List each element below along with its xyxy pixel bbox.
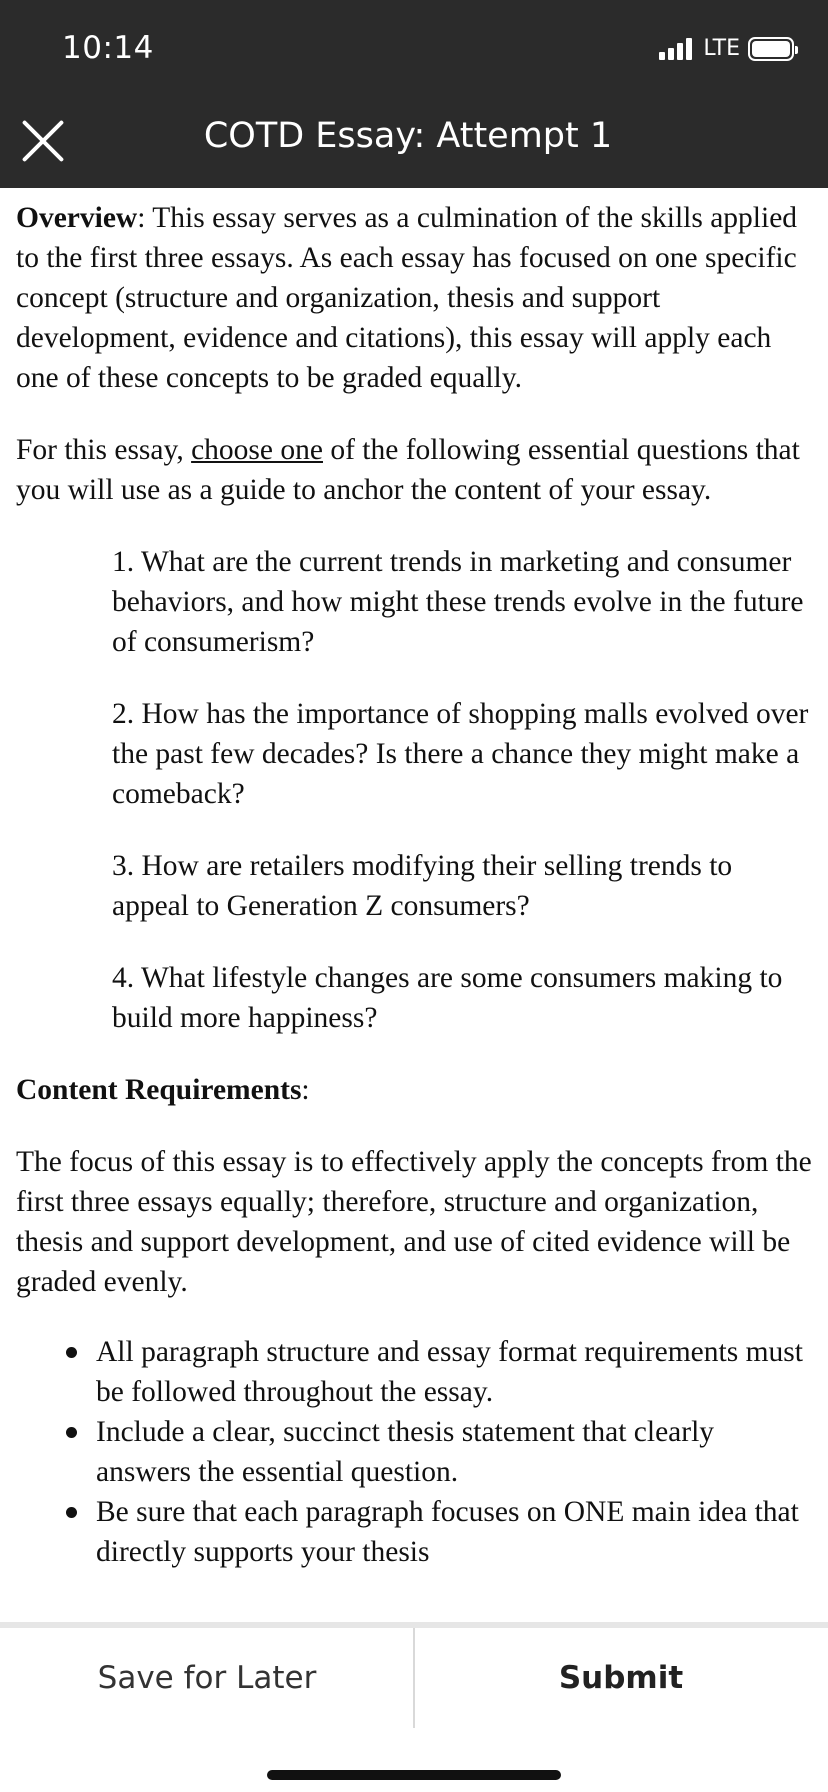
app-header — [0, 0, 828, 188]
save-for-later-button[interactable]: Save for Later — [0, 1628, 414, 1728]
submit-button[interactable]: Submit — [414, 1628, 828, 1728]
content-requirements-colon: : — [301, 1074, 310, 1106]
action-footer — [0, 1622, 828, 1792]
status-time: 10:14 — [62, 30, 154, 66]
footer-divider — [413, 1628, 415, 1728]
instruction-paragraph — [16, 430, 816, 510]
question-list — [16, 542, 816, 1038]
question-item: 4. What lifestyle changes are some consumers making to build more happiness? — [112, 962, 783, 1034]
question-item: 1. What are the current trends in marketing and consumer behaviors, and how might these trends evolve in the future of consumerism? — [112, 546, 804, 658]
footer-buttons — [0, 1628, 828, 1728]
overview-text: : This essay serves as a culmination of the skills applied to the first three essays. As each essay has focused on one specific concept (structure and organization, thesis and support development, evidence and citations), this essay will apply each one of these concepts to be graded equally. — [16, 202, 798, 394]
instruction-text-after: of the following essential questions that you will use as a guide to anchor the content of your essay. — [16, 434, 800, 506]
overview-label: Overview — [16, 202, 138, 234]
choose-one-emphasis: choose one — [191, 434, 323, 466]
question-item: 3. How are retailers modifying their selling trends to appeal to Generation Z consumers? — [112, 850, 733, 922]
question-item: 2. How has the importance of shopping malls evolved over the past few decades? Is there a chance they might make a comeback? — [112, 698, 809, 810]
essay-instructions — [16, 198, 816, 1572]
instruction-text-before: For this essay, — [16, 434, 192, 466]
carrier-label: LTE — [703, 36, 740, 61]
requirement-item: Be sure that each paragraph focuses on ONE main idea that directly supports your thesis — [96, 1492, 816, 1572]
content-requirements-label: Content Requirements — [16, 1074, 302, 1106]
content-requirements-heading — [16, 1070, 816, 1110]
page-title: COTD Essay: Attempt 1 — [203, 116, 613, 156]
signal-icon — [659, 38, 695, 60]
requirement-item: Include a clear, succinct thesis statement that clearly answers the essential question. — [96, 1412, 816, 1492]
status-indicators — [659, 36, 794, 61]
battery-icon — [748, 37, 794, 61]
overview-paragraph — [16, 198, 816, 398]
requirements-list — [16, 1332, 816, 1572]
requirement-item: All paragraph structure and essay format requirements must be followed throughout the essay. — [96, 1332, 816, 1412]
home-indicator[interactable] — [267, 1770, 561, 1780]
content-requirements-text: The focus of this essay is to effectively apply the concepts from the first three essays equally; therefore, structure and organization, thesis and support development, and use of cited evidence will be graded evenly. — [16, 1146, 812, 1298]
